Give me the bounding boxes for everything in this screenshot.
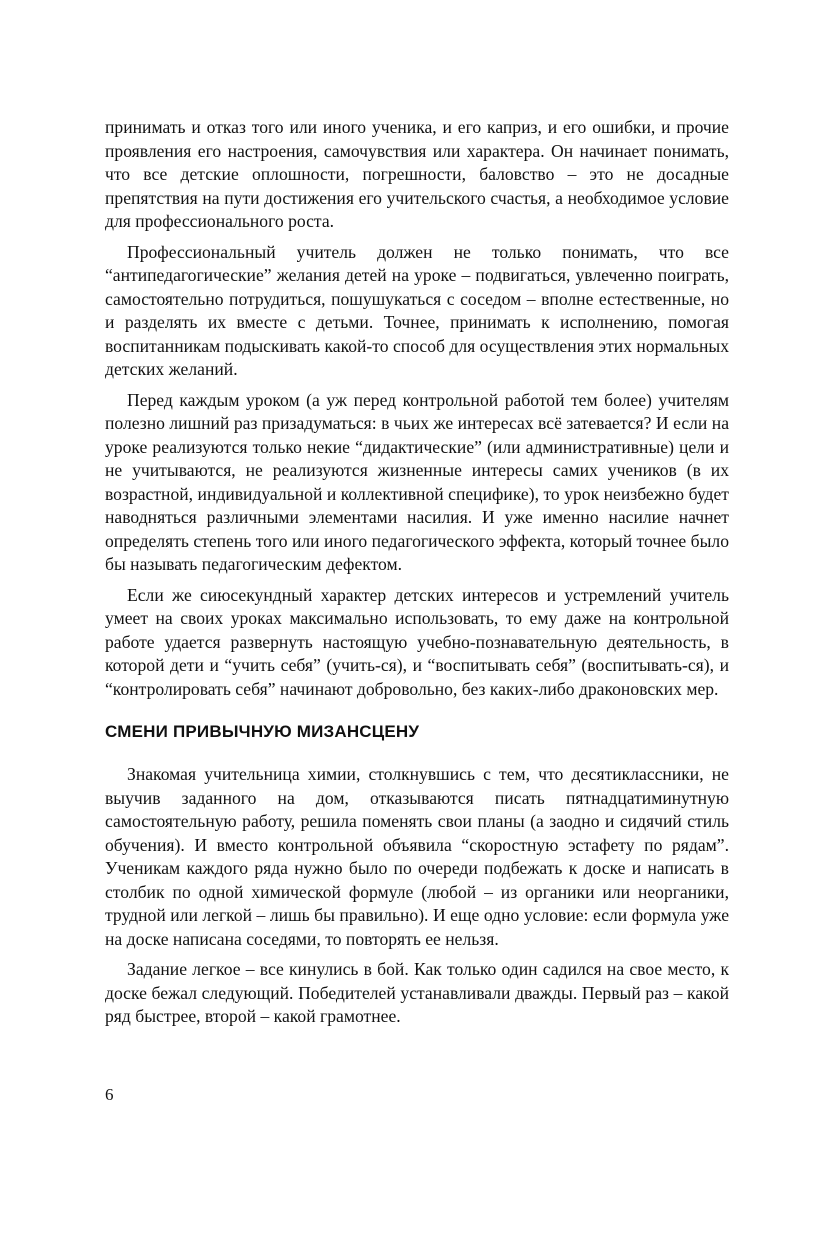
paragraph: Задание легкое – все кинулись в бой. Как только один садился на свое место, к доске бежал следующий. Победителей устанавливали дважды. Первый раз – какой ряд быстрее, второй – какой грамотнее.: [105, 959, 729, 1026]
paragraph: Если же сиюсекундный характер детских интересов и устремлений учитель умеет на своих уроках максимально использовать, то ему даже на контрольной работе удается развернуть настоящую учебно-познавательную деятельность, в которой дети и “учить себя” (учить-ся), и “воспитывать себя” (воспитывать-ся), и “контролировать себя” начинают добровольно, без каких-либо драконовских мер.: [105, 584, 729, 699]
paragraph: принимать и отказ того или иного ученика, и его каприз, и его ошибки, и прочие проявления его настроения, самочувствия или характера. Он начинает понимать, что все детские оплошности, погрешности, баловство – это не досадные препятствия на пути достижения его учительского счастья, а необходимое условие для профессионального роста.: [105, 117, 729, 231]
paragraph: Профессиональный учитель должен не только понимать, что все “антипедагогические” желания детей на уроке – подвигаться, увлеченно поиграть, самостоятельно потрудиться, пошушукаться с соседом – вполне естественные, но и разделять их вместе с детьми. Точнее, принимать к исполнению, помогая воспитанникам подыскивать какой-то способ для осуществления этих нормальных детских желаний.: [105, 241, 729, 379]
section-heading: СМЕНИ ПРИВЫЧНУЮ МИЗАНСЦЕНУ: [105, 722, 420, 741]
page-number: 6: [105, 1085, 114, 1104]
page-body: [105, 116, 729, 1036]
paragraph: Знакомая учительница химии, столкнувшись с тем, что десятиклассники, не выучив заданного на дом, отказываются писать пятнадцатиминутную самостоятельную работу, решила поменять свои планы (а заодно и сидячий стиль обучения). И вместо контрольной объявила “скоростную эстафету по рядам”. Ученикам каждого ряда нужно было по очереди подбежать к доске и написать в столбик по одной химической формуле (любой – из органики или неорганики, трудной или легкой – лишь бы правильно). И еще одно условие: если формула уже на доске написана соседями, то повторять ее нельзя.: [105, 764, 729, 949]
paragraph: Перед каждым уроком (а уж перед контрольной работой тем более) учителям полезно лишний раз призадуматься: в чьих же интересах всё затевается? И если на уроке реализуются только некие “дидактические” (или административные) цели и не учитываются, не реализуются жизненные интересы самих учеников (в их возрастной, индивидуальной и коллективной специфике), то урок неизбежно будет наводняться различными элементами насилия. И уже именно насилие начнет определять степень того или иного педагогического эффекта, который точнее было бы называть педагогическим дефектом.: [105, 389, 729, 574]
